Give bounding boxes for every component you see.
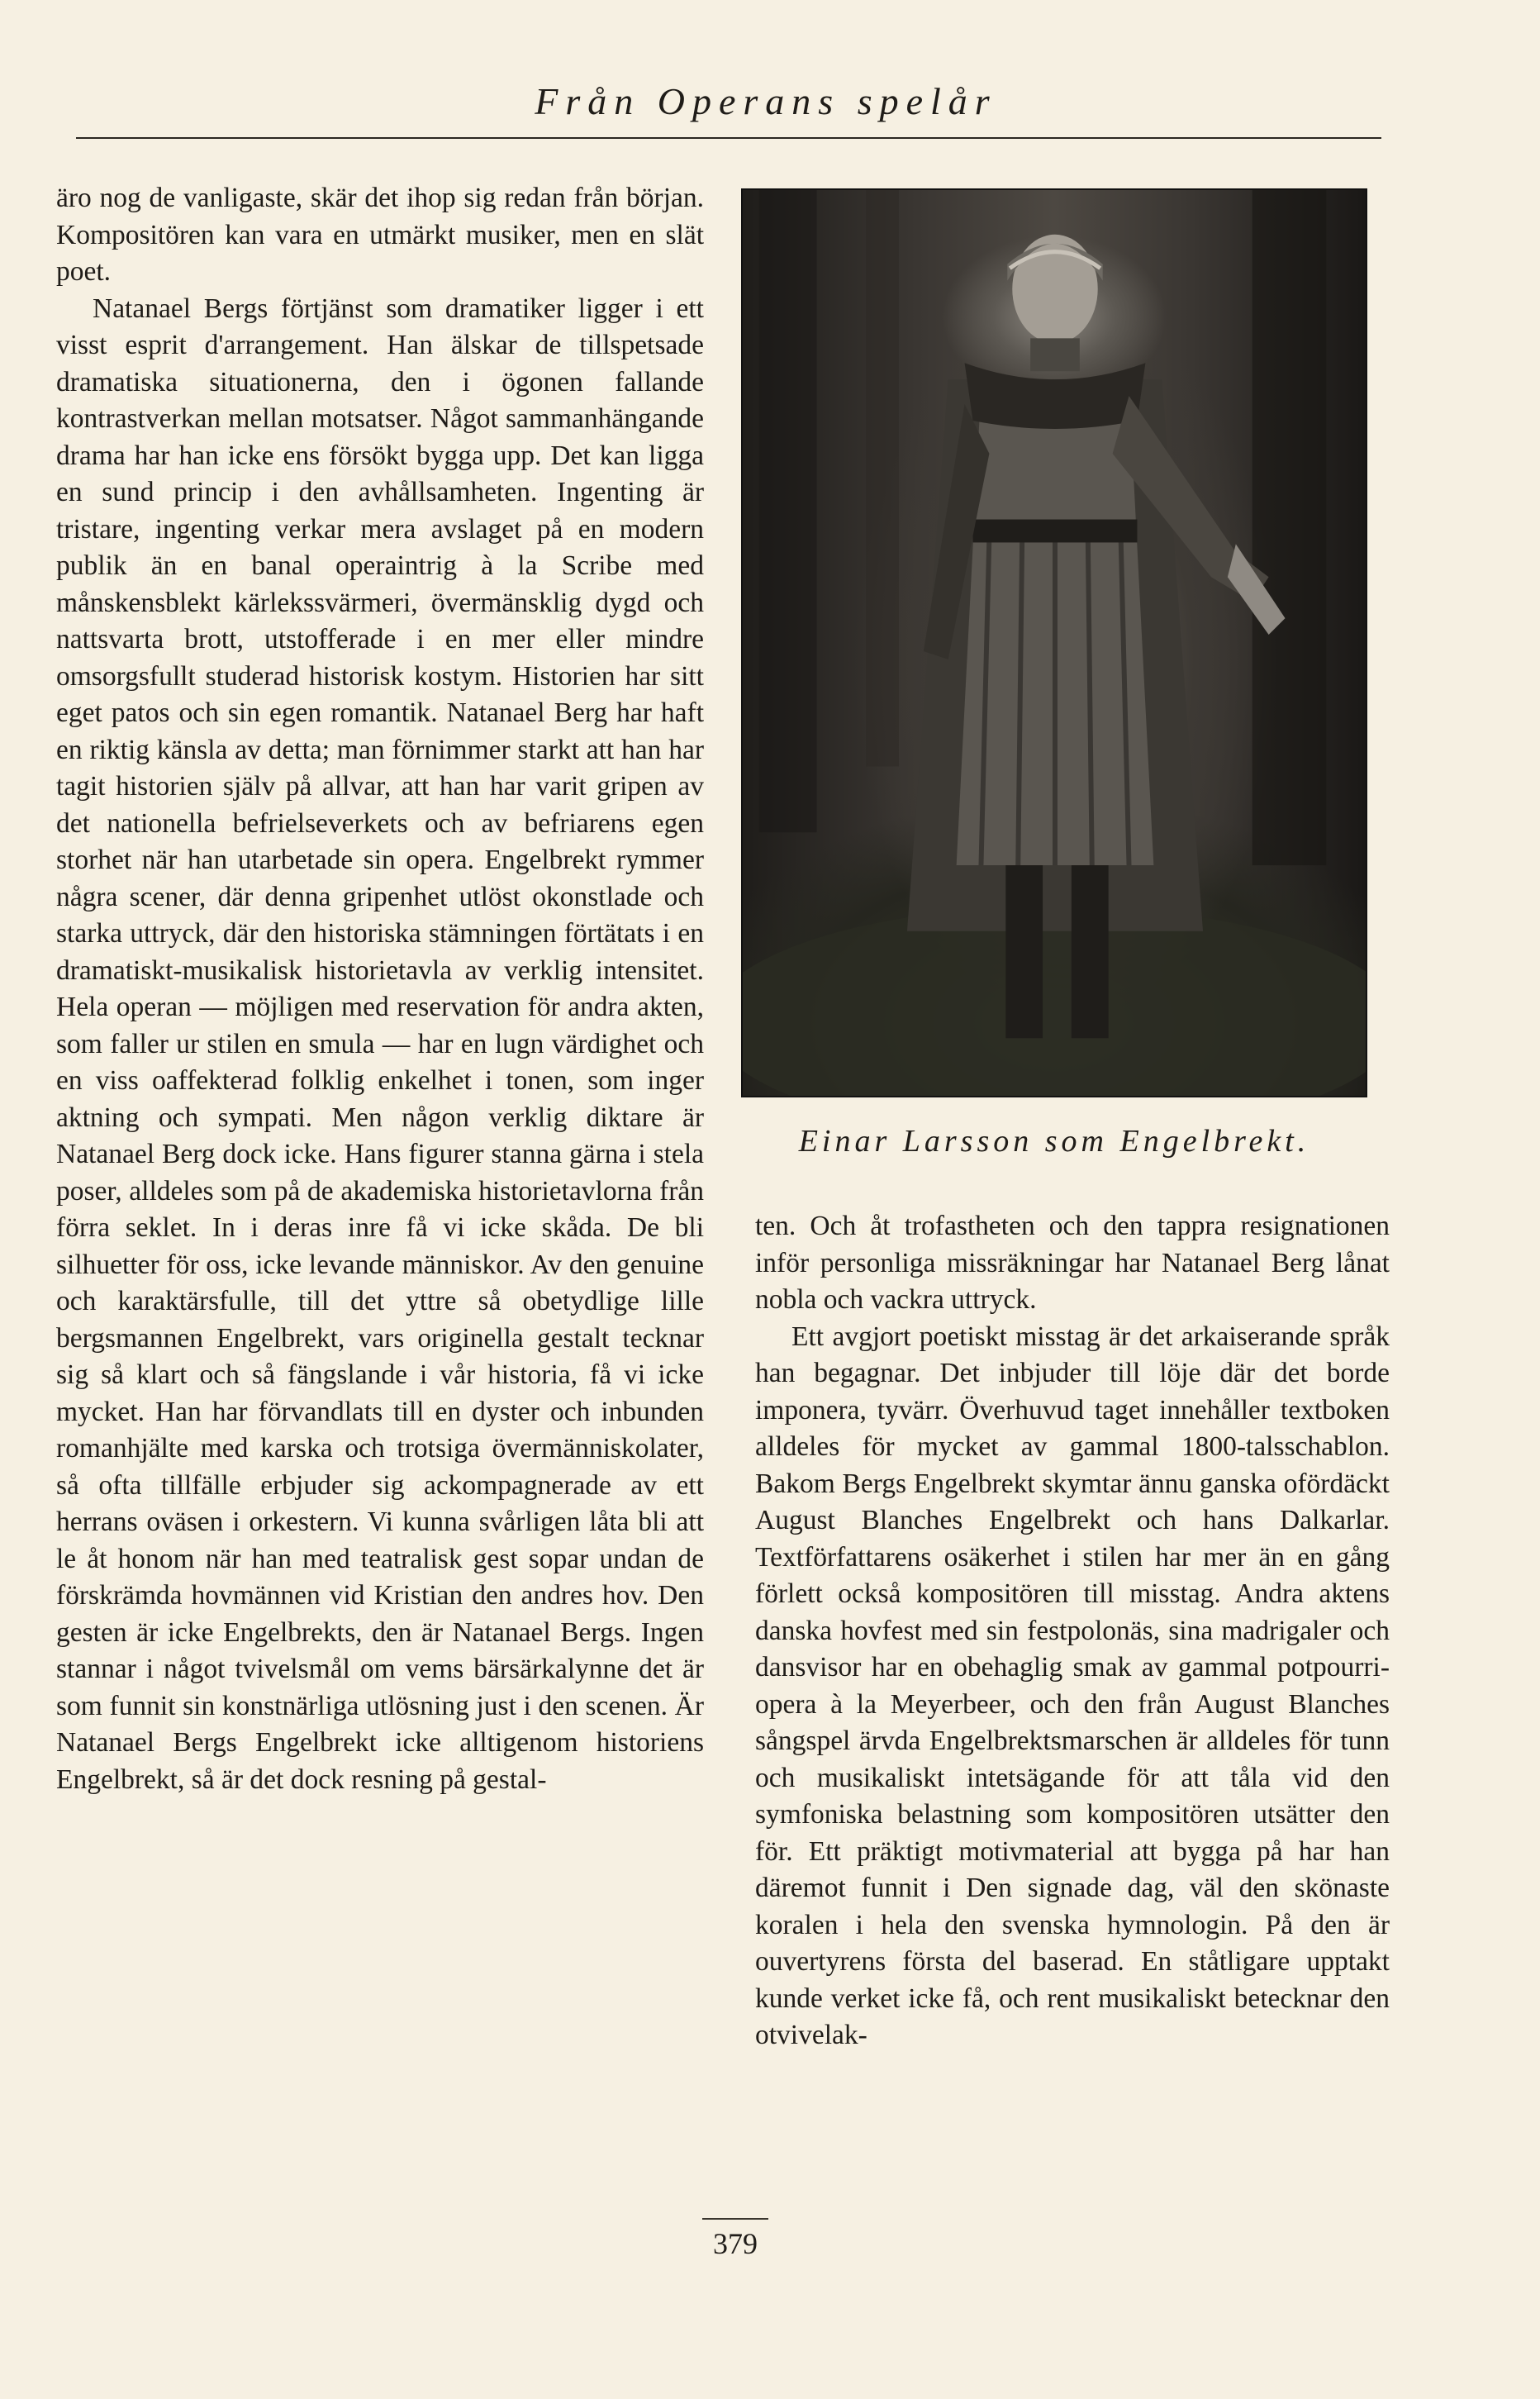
page-number-rule xyxy=(702,2218,768,2220)
photo-caption: Einar Larsson som Engelbrekt. xyxy=(798,1124,1310,1159)
paragraph: äro nog de vanligaste, skär det ihop sig redan från början. Kompositören kan vara en utmärkt musiker, men en slät poet. xyxy=(56,183,704,287)
right-text-column xyxy=(755,1208,1390,2054)
paragraph: ten. Och åt trofastheten och den tappra resignationen inför personliga missräkningar har Natanael Berg lånat nobla och vackra uttryck. xyxy=(755,1211,1390,1315)
photograph-figure-illustration xyxy=(743,190,1366,1096)
left-text-column xyxy=(56,180,704,1798)
running-header-title: Från Operans spelår xyxy=(535,80,997,122)
paragraph: Ett avgjort poetiskt misstag är det arkaiserande språk han begagnar. Det inbjuder till löje där det borde imponera, tyvärr. Överhuvud taget innehåller textboken alldeles för mycket av gammal 1800-talsschablon. Bakom Bergs Engelbrekt skymtar ännu ganska ofördäckt August Blanches Engelbrekt och hans Dalkarlar. Textförfattarens osäkerhet i stilen har mer än en gång förlett också kompositören till misstag. Andra aktens danska hovfest med sin festpolonäs, sina madrigaler och dansvisor har en obehaglig smak av gammal potpourri-opera à la Meyerbeer, och den från August Blanches sångspel ärvda Engelbrektsmarschen är alldeles för tunn och musikaliskt intetsägande för att tåla vid den symfoniska belastning som kompositören utsätter den för. Ett präktigt motivmaterial att bygga på har han däremot funnit i Den signade dag, väl den skönaste koralen i hela den svenska hymnologin. På den är ouvertyrens första del baserad. En ståtligare upptakt kunde verket icke få, och rent musikaliskt betecknar den otvivelak- xyxy=(755,1321,1390,2050)
running-header xyxy=(76,73,1381,139)
paragraph: Natanael Bergs förtjänst som dramatiker ligger i ett visst esprit d'arrangement. Han älskar de tillspetsade dramatiska situationerna, den i ögonen fallande kontrastverkan mellan motsatser. Något sammanhängande drama har han icke ens försökt bygga upp. Det kan ligga en sund princip i den avhållsamheten. Ingenting är tristare, ingenting verkar mera avslaget på en modern publik än en banal operaintrig à la Scribe med månskensblekt kärlekssvärmeri, övermänsklig dygd och nattsvarta brott, utstofferade i en mer eller mindre omsorgsfullt studerad historisk kostym. Historien har sitt eget patos och sin egen romantik. Natanael Berg har haft en riktig känsla av detta; man förnimmer starkt att han har tagit historien själv på allvar, att han har varit gripen av det nationella befrielseverkets och av befriarens egen storhet när han utarbetade sin opera. Engelbrekt rymmer några scener, där denna gripenhet utlöst okonstlade och starka uttryck, där den historiska stämningen förtätats i en dramatiskt-musikalisk historietavla av verklig intensitet. Hela operan — möjligen med reservation för andra akten, som faller ur stilen en smula — har en lugn värdighet och en viss oaffekterad folklig enkelhet i tonen, som inger aktning och sympati. Men någon verklig diktare är Natanael Berg dock icke. Hans figurer stanna gärna i stela poser, alldeles som på de akademiska historietavlorna från förra seklet. In i deras inre få vi icke skåda. De bli silhuetter för oss, icke levande människor. Av den genuine och karaktärsfulle, till det yttre så obetydlige lille bergsmannen Engelbrekt, vars originella gestalt tecknar sig så klart och så fängslande i vår historia, få vi icke mycket. Han har förvandlats till en dyster och inbunden romanhjälte med karska och trotsiga övermänniskolater, så ofta tillfälle erbjuder sig ackompagnerade av ett herrans oväsen i orkestern. Vi kunna svårligen låta bli att le åt honom när han med teatralisk gest sopar undan de förskrämda hovmännen vid Kristian den andres hov. Den gesten är icke Engelbrekts, den är Natanael Bergs. Ingen stannar i något tvivelsmål om vems bärsärkalynne det är som funnit sin konstnärliga utlösning just i den scenen. Är Natanael Bergs Engelbrekt icke alltigenom historiens Engelbrekt, så är det dock resning på gestal- xyxy=(56,293,704,1795)
page-number: 379 xyxy=(713,2227,758,2260)
engelbrekt-photograph xyxy=(741,188,1367,1097)
